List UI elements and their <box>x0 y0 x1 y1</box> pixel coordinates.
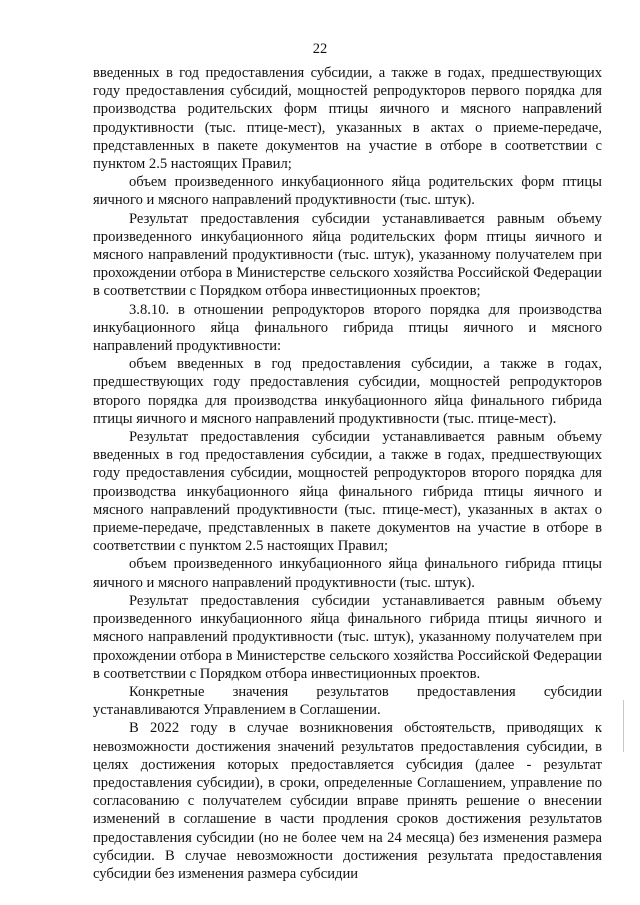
paragraph-egg-volume-parent: объем произведенного инкубационного яйца родительских форм птицы яичного и мясного направлений продуктивности (тыс. штук). <box>93 174 602 209</box>
paragraph-2022: В 2022 году в случае возникновения обстоятельств, приводящих к невозможности достижения значений результатов предоставления субсидии, в целях достижения которых предоставляется субсидия (далее - результат предоставления субсидии), в сроки, определенные Соглашением, управление по согласованию с получателем субсидии вправе принять решение о внесении изменений в соглашение в части продления сроков достижения результатов предоставления субсидии (но не более чем на 24 месяца) без изменения размера субсидии. В случае невозможности достижения результата предоставления субсидии без изменения размера субсидии <box>93 720 602 882</box>
paragraph-result-final: Результат предоставления субсидии устанавливается равным объему произведенного инкубационного яйца финального гибрида птицы яичного и мясного направлений продуктивности (тыс. штук), указанному получателем при прохождении отбора в Министерстве сельского хозяйства Российской Федерации в соответствии с Порядком отбора инвестиционных проектов. <box>93 592 602 682</box>
paragraph-clause-3-8-10: 3.8.10. в отношении репродукторов второго порядка для производства инкубационного яйца финального гибрида птицы яичного и мясного направлений продуктивности: <box>93 301 602 355</box>
paragraph-result-capacity: Результат предоставления субсидии устанавливается равным объему введенных в год предоставления субсидии, а также в годах, предшествующих году предоставления субсидии, мощностей репродукторов второго порядка для производства инкубационного яйца финального гибрида птицы яичного и мясного направлений продуктивности (тыс. птице-мест), указанных в актах о приеме-передаче, представленных в пакете документов на участие в отборе в соответствии с пунктом 2.5 настоящих Правил; <box>93 429 602 555</box>
document-body <box>93 64 602 883</box>
paragraph-capacity-second-order: объем введенных в год предоставления субсидии, а также в годах, предшествующих году предоставления субсидии, мощностей репродукторов второго порядка для производства инкубационного яйца финального гибрида птицы яичного и мясного направлений продуктивности (тыс. птице-мест). <box>93 356 602 427</box>
page-number: 22 <box>312 41 328 57</box>
paragraph-result-parent: Результат предоставления субсидии устанавливается равным объему произведенного инкубационного яйца родительских форм птицы яичного и мясного направлений продуктивности (тыс. штук), указанному получателем при прохождении отбора в Министерстве сельского хозяйства Российской Федерации в соответствии с Порядком отбора инвестиционных проектов; <box>93 210 602 300</box>
scan-margin-mark <box>623 700 624 752</box>
paragraph-specific-values: Конкретные значения результатов предоставления субсидии устанавливаются Управлением в Соглашении. <box>93 683 602 719</box>
paragraph-continuation: введенных в год предоставления субсидии, а также в годах, предшествующих году предоставления субсидий, мощностей репродукторов первого порядка для производства родительских форм птицы яичного и мясного направлений продуктивности (тыс. птице-мест), указанных в актах о приеме-передаче, представленных в пакете документов на участие в отборе в соответствии с пунктом 2.5 настоящих Правил; <box>93 65 602 173</box>
paragraph-egg-volume-final: объем произведенного инкубационного яйца финального гибрида птицы яичного и мясного направлений продуктивности (тыс. штук). <box>93 556 602 591</box>
